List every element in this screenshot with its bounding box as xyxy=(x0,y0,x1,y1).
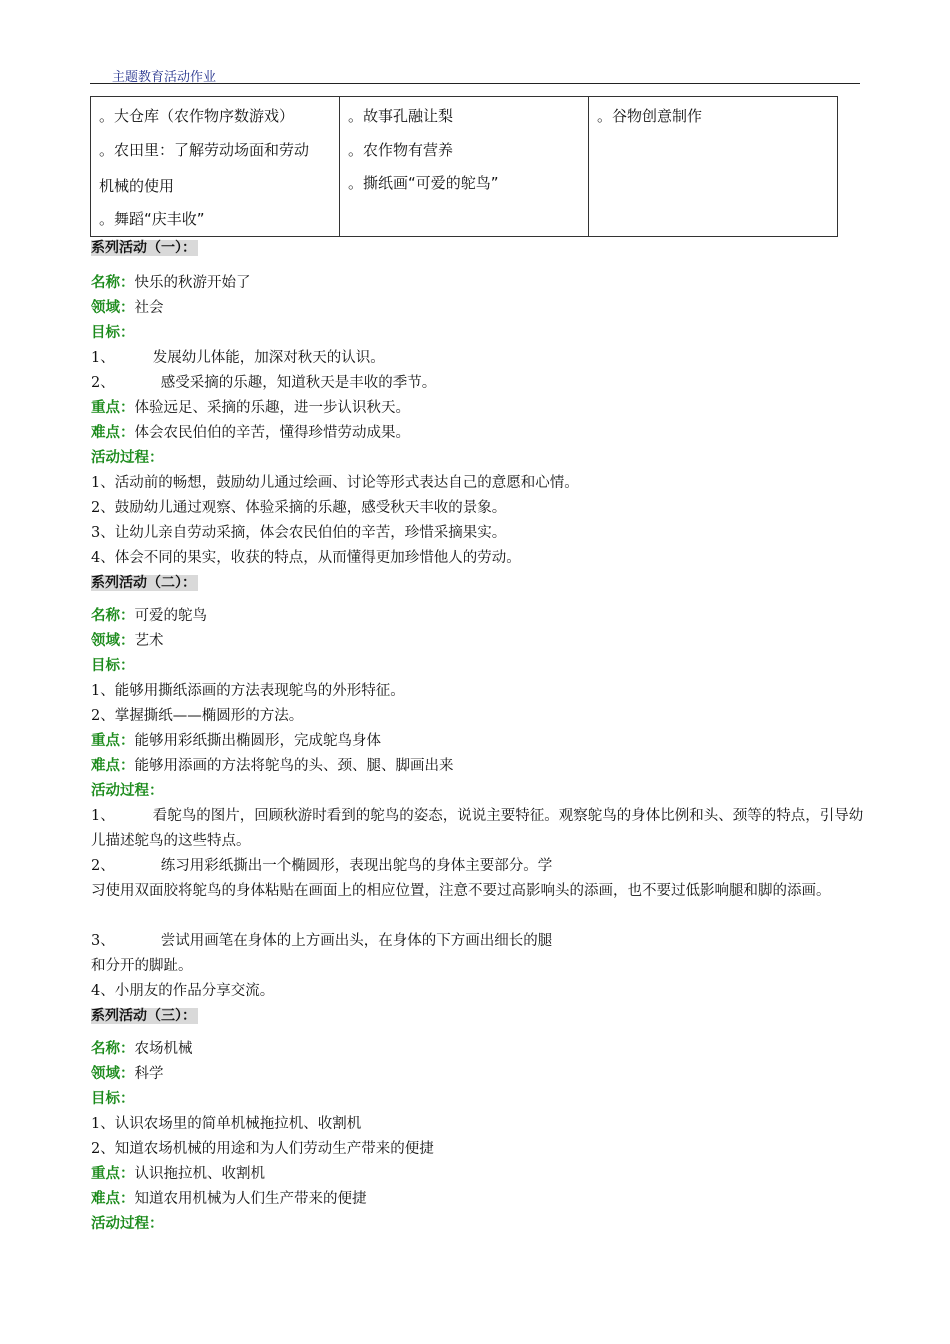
activity-field: 科学 xyxy=(134,1066,164,1082)
field-label: 领域： xyxy=(91,300,135,316)
goals-label: 目标： xyxy=(91,1091,135,1107)
key-point: 认识拖拉机、收割机 xyxy=(134,1166,265,1182)
step-number: 3、 xyxy=(91,933,115,949)
activity-field: 艺术 xyxy=(134,633,164,649)
table-item: 。大仓库（农作物序数游戏） xyxy=(99,107,295,125)
step-text: 看鸵鸟的图片，回顾秋游时看到的鸵鸟的姿态，说说主要特征。观察鸵鸟的身体比例和头、颈等的特点，引导幼儿描述鸵鸟的这些特点。 xyxy=(91,808,864,849)
goal-item: 1、能够用撕纸添画的方法表现鸵鸟的外形特征。 xyxy=(91,683,405,699)
header-rule xyxy=(90,83,860,84)
goal-number: 2、 xyxy=(91,375,115,391)
theme-activity-table xyxy=(90,96,838,237)
step-continuation: 和分开的脚趾。 xyxy=(91,958,193,974)
name-label: 名称： xyxy=(91,275,135,291)
activity-field: 社会 xyxy=(134,300,164,316)
section-heading: 系列活动（一）： xyxy=(91,240,196,256)
table-item: 。农作物有营养 xyxy=(348,141,454,159)
section-heading: 系列活动（三）： xyxy=(91,1008,196,1024)
activity-name: 可爱的鸵鸟 xyxy=(134,608,207,624)
process-label: 活动过程： xyxy=(91,783,164,799)
key-label: 重点： xyxy=(91,1166,135,1182)
process-step: 4、体会不同的果实，收获的特点，从而懂得更加珍惜他人的劳动。 xyxy=(91,550,521,566)
field-label: 领域： xyxy=(91,633,135,649)
goals-label: 目标： xyxy=(91,325,135,341)
goals-label: 目标： xyxy=(91,658,135,674)
table-item: 。舞蹈“庆丰收” xyxy=(99,210,205,228)
step-continuation: 习使用双面胶将鸵鸟的身体粘贴在画面上的相应位置，注意不要过高影响头的添画，也不要过低影响腿和脚的添画。 xyxy=(91,883,831,899)
process-step: 4、小朋友的作品分享交流。 xyxy=(91,983,275,999)
process-step: 3、让幼儿亲自劳动采摘，体会农民伯伯的辛苦，珍惜采摘果实。 xyxy=(91,525,507,541)
name-label: 名称： xyxy=(91,608,135,624)
step-number: 2、 xyxy=(91,858,115,874)
document-header: 主题教育活动作业 xyxy=(112,70,217,85)
difficulty-point: 能够用添画的方法将鸵鸟的头、颈、腿、脚画出来 xyxy=(134,758,454,774)
table-cell-col2 xyxy=(340,97,589,237)
process-label: 活动过程： xyxy=(91,450,164,466)
process-step: 1、活动前的畅想，鼓励幼儿通过绘画、讨论等形式表达自己的意愿和心情。 xyxy=(91,475,579,491)
goal-text: 感受采摘的乐趣，知道秋天是丰收的季节。 xyxy=(160,375,437,391)
table-item: 。故事孔融让梨 xyxy=(348,107,454,125)
step-text: 练习用彩纸撕出一个椭圆形，表现出鸵鸟的身体主要部分。学 xyxy=(160,858,553,874)
key-label: 重点： xyxy=(91,733,135,749)
goal-item: 2、知道农场机械的用途和为人们劳动生产带来的便捷 xyxy=(91,1141,434,1157)
step-text: 尝试用画笔在身体的上方画出头，在身体的下方画出细长的腿 xyxy=(160,933,553,949)
field-label: 领域： xyxy=(91,1066,135,1082)
table-item: 。农田里：了解劳动场面和劳动 xyxy=(99,141,310,159)
key-label: 重点： xyxy=(91,400,135,416)
process-step: 2、鼓励幼儿通过观察、体验采摘的乐趣，感受秋天丰收的景象。 xyxy=(91,500,507,516)
step-number: 1、 xyxy=(91,808,115,824)
goal-number: 1、 xyxy=(91,350,115,366)
difficulty-point: 体会农民伯伯的辛苦，懂得珍惜劳动成果。 xyxy=(134,425,410,441)
difficulty-label: 难点： xyxy=(91,758,135,774)
table-item: 机械的使用 xyxy=(99,177,175,195)
key-point: 体验远足、采摘的乐趣，进一步认识秋天。 xyxy=(134,400,410,416)
section-heading: 系列活动（二）： xyxy=(91,575,196,591)
difficulty-label: 难点： xyxy=(91,425,135,441)
difficulty-point: 知道农用机械为人们生产带来的便捷 xyxy=(134,1191,367,1207)
difficulty-label: 难点： xyxy=(91,1191,135,1207)
goal-item: 2、掌握撕纸——椭圆形的方法。 xyxy=(91,708,304,724)
process-label: 活动过程： xyxy=(91,1216,164,1232)
activity-name: 快乐的秋游开始了 xyxy=(134,275,251,291)
name-label: 名称： xyxy=(91,1041,135,1057)
table-item: 。撕纸画“可爱的鸵鸟” xyxy=(348,174,499,192)
goal-item: 1、认识农场里的简单机械拖拉机、收割机 xyxy=(91,1116,362,1132)
goal-text: 发展幼儿体能，加深对秋天的认识。 xyxy=(152,350,385,366)
table-cell-col3 xyxy=(589,97,838,237)
process-step xyxy=(91,804,871,854)
activity-name: 农场机械 xyxy=(134,1041,193,1057)
table-cell-col1 xyxy=(91,97,340,237)
key-point: 能够用彩纸撕出椭圆形，完成鸵鸟身体 xyxy=(134,733,381,749)
table-item: 。谷物创意制作 xyxy=(597,107,703,125)
